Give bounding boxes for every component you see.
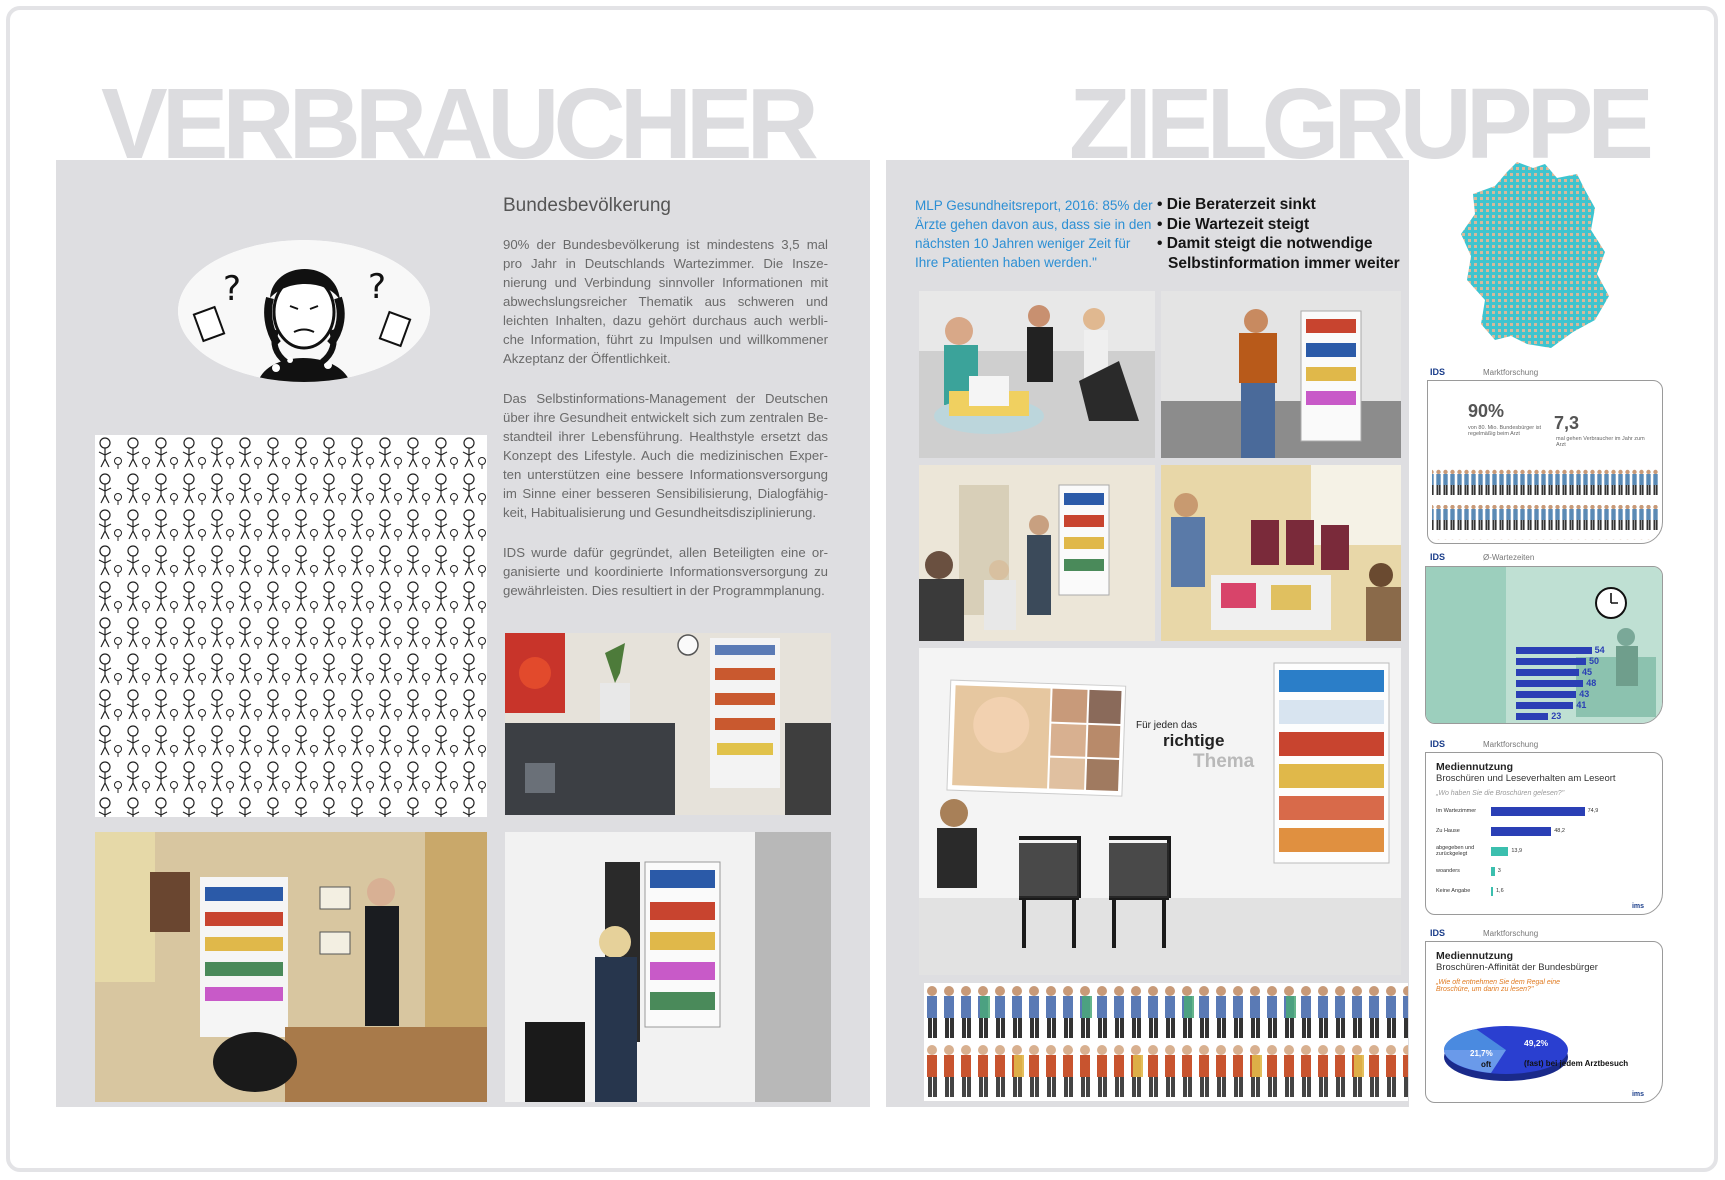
waiting-time-value: 48 [1586, 678, 1597, 688]
thema-line-2: richtige [1163, 731, 1225, 750]
bar-label: Keine Angabe [1436, 888, 1471, 894]
bar-label: abgegeben und zurückgelegt [1436, 845, 1475, 857]
bar-label: Zu Hause [1436, 828, 1460, 834]
waiting-time-bar [1516, 678, 1606, 688]
bullet-item: • Damit steigt die notwendige Selbstinformation immer weiter [1157, 234, 1417, 273]
waiting-time-value: 54 [1594, 645, 1605, 655]
card3-section: Marktforschung [1483, 739, 1539, 749]
waiting-room-man-photo [95, 832, 487, 1102]
bar-label: Im Wartezimmer [1436, 808, 1477, 814]
woman-browsing-rack-photo [1161, 291, 1401, 458]
waiting-time-value: 45 [1582, 667, 1593, 677]
infocard-reading-location [1425, 752, 1663, 915]
infocard-brochure-affinity [1425, 941, 1663, 1103]
germany-map [1455, 160, 1615, 350]
card4-section: Marktforschung [1483, 928, 1539, 938]
headline-zielgruppe: ZIELGRUPPE [1069, 74, 1648, 160]
paragraph-2: Das Selbstinformations-Management der Deutschen über ihre Gesundheit entwickelt sich zum zentralen Be-standteil ihrer Lebensführung. Healthstyle ersetzt das Konzept des Lifestyle. Auch die medizinischen Exper-ten unterstützen eine bessere Informationsversorgung im Sinne einer besseren Sensibilisierung, Dialogfähig-keit, Habitualisierung und Gesundheitsdisziplinierung. [503, 391, 828, 520]
reading-location-row [1436, 845, 1522, 857]
waiting-time-bar [1516, 656, 1606, 666]
bar [1491, 807, 1585, 816]
mlp-quote: MLP Gesundheitsreport, 2016: 85% der Ärzte gehen davon aus, dass sie in den nächsten 10 Jahren weniger Zeit für Ihre Patienten haben werden." [915, 198, 1153, 270]
paragraph-1: 90% der Bundesbevölkerung ist mindestens 3,5 mal pro Jahr in Deutschlands Wartezimmer. Die Insze-nierung und Verbindung sinnvoller Informationen mit abwechslungsreicher Thematik aus schweren und leichten Inhalten, dazu gehört durchaus auch werbli-che Information, führt zu Impulsen und willkommener Akzeptanz der Öffentlichkeit. [503, 237, 828, 366]
card3-header [1430, 739, 1538, 749]
bar [1491, 887, 1493, 896]
reading-location-row [1436, 865, 1501, 877]
waiting-time-value: 23 [1551, 711, 1562, 721]
reading-location-row [1436, 825, 1565, 837]
headline-verbraucher: VERBRAUCHER [101, 74, 813, 160]
bullet-item: • Die Wartezeit steigt [1157, 215, 1417, 235]
ids-logo: IDS [1430, 739, 1446, 749]
woman-at-rack-photo [505, 832, 831, 1102]
card4-header [1430, 928, 1538, 938]
people-lineup-image [924, 983, 1408, 1101]
card3-title: Mediennutzung [1436, 761, 1513, 773]
stat-7-3: 7,3 [1554, 413, 1580, 433]
reading-location-row [1436, 805, 1598, 817]
bar-value: 13,9 [1511, 848, 1523, 854]
reading-location-row [1436, 885, 1504, 897]
waiting-time-bars [1516, 645, 1606, 722]
bar-value: 3 [1497, 868, 1501, 874]
ids-logo: IDS [1430, 552, 1446, 562]
waiting-time-bar [1516, 711, 1606, 721]
waiting-room-photo-1 [919, 291, 1155, 458]
thema-campaign-photo [919, 648, 1401, 975]
worried-woman-illustration [178, 240, 430, 382]
card4-title: Mediennutzung [1436, 950, 1513, 962]
svg-text:?: ? [368, 267, 387, 307]
waiting-time-bar [1516, 700, 1606, 710]
crowd-doodle-illustration [95, 435, 487, 817]
card3-subtitle: Broschüren und Leseverhalten am Leseort [1436, 773, 1616, 784]
waiting-time-value: 50 [1589, 656, 1600, 666]
thema-line-3: Thema [1193, 751, 1255, 772]
thema-line-1: Für jeden das [1136, 720, 1198, 731]
waiting-time-bar [1516, 689, 1606, 699]
reception-photo [505, 633, 831, 815]
key-points-list [1157, 195, 1417, 273]
card2-header [1430, 552, 1534, 562]
bar [1491, 847, 1508, 856]
waiting-room-photo-2 [1161, 465, 1401, 641]
ids-logo: IDS [1430, 367, 1446, 377]
waiting-time-value: 43 [1579, 689, 1590, 699]
pie-large-value: 49,2% [1524, 1038, 1549, 1048]
card1-people-row [1428, 469, 1663, 543]
ims-logo: ims [1631, 903, 1644, 910]
bar-value: 74,9 [1587, 808, 1599, 814]
stat-7-3-caption: mal gehen Verbraucher im Jahr zum Arzt [1556, 436, 1645, 448]
bar-label: woanders [1436, 868, 1460, 874]
bar [1491, 827, 1551, 836]
pie-small-label: oft [1481, 1060, 1492, 1069]
waiting-time-bar [1516, 667, 1606, 677]
bar [1491, 867, 1495, 876]
bar-value: 1,6 [1496, 888, 1504, 894]
card3-question: „Wo haben Sie die Broschüren gelesen?" [1436, 790, 1565, 797]
pie-small-value: 21,7% [1470, 1049, 1493, 1058]
stat-90-caption: von 80. Mio. Bundesbürger ist regelmäßig beim Arzt [1468, 425, 1542, 437]
card4-question: „Wie oft entnehmen Sie dem Regal eine Broschüre, um darin zu lesen?" [1436, 979, 1561, 993]
card2-section: Ø-Wartezeiten [1483, 552, 1535, 562]
card1-section: Marktforschung [1483, 367, 1539, 377]
bar-value: 48,2 [1554, 828, 1565, 834]
ims-logo: ims [1631, 1091, 1644, 1098]
infocard-visits [1427, 380, 1663, 544]
section-title: Bundesbevölkerung [503, 195, 671, 216]
bullet-item: • Die Beraterzeit sinkt [1157, 195, 1417, 215]
svg-text:?: ? [223, 269, 242, 309]
paragraph-3: IDS wurde dafür gegründet, allen Beteiligten eine or-ganisierte und koordinierte Informationsversorgung zu gewährleisten. Dies resultiert in der Programmplanung. [503, 545, 828, 598]
card1-header [1430, 367, 1538, 377]
pie-large-label: (fast) bei jedem Arztbesuch [1524, 1059, 1629, 1068]
stat-90-percent: 90% [1468, 401, 1505, 421]
infocard-waiting-times [1425, 566, 1663, 724]
waiting-time-bar [1516, 645, 1606, 655]
waiting-time-value: 41 [1576, 700, 1587, 710]
practice-hallway-photo [919, 465, 1155, 641]
card4-subtitle: Broschüren-Affinität der Bundesbürger [1436, 962, 1598, 973]
affinity-pie-chart [1436, 1012, 1576, 1092]
ids-logo: IDS [1430, 928, 1446, 938]
